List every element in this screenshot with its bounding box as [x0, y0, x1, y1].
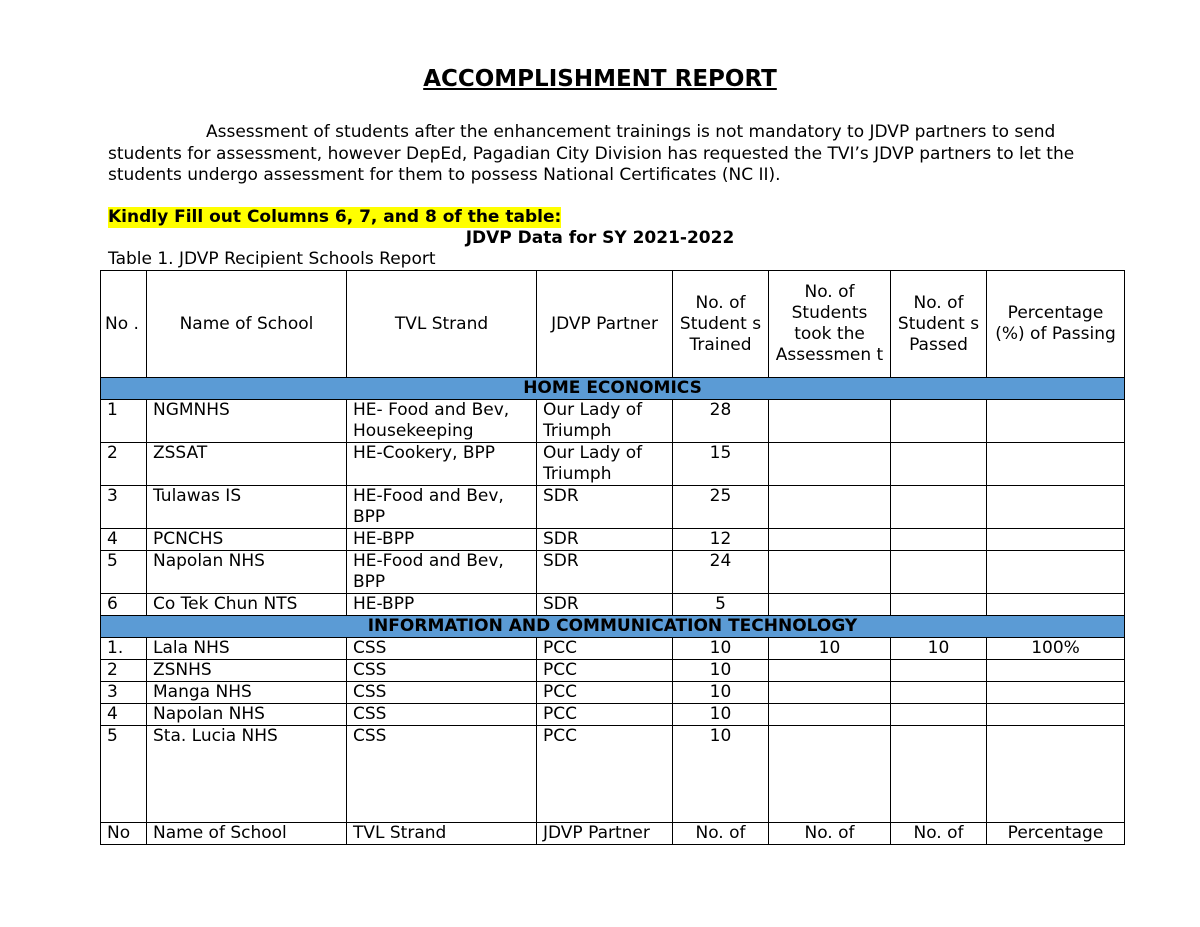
- header-strand: TVL Strand: [347, 271, 537, 378]
- cell-no: 6: [101, 594, 147, 616]
- table-row: [101, 529, 1125, 551]
- intro-paragraph: [108, 122, 1098, 187]
- table-row: [101, 638, 1125, 660]
- cell-trained: 28: [673, 400, 769, 443]
- header-percentage: Percentage (%) of Passing: [987, 271, 1125, 378]
- cell-strand: HE-Food and Bev, BPP: [347, 486, 537, 529]
- cell-no: 5: [101, 726, 147, 823]
- repeated-header-row: [101, 823, 1125, 845]
- cell-passed[interactable]: 10: [891, 638, 987, 660]
- cell-passed[interactable]: [891, 682, 987, 704]
- cell-school: Napolan NHS: [147, 704, 347, 726]
- cell-trained: 10: [673, 638, 769, 660]
- cell-passed[interactable]: [891, 529, 987, 551]
- cell-partner: PCC: [537, 660, 673, 682]
- cell-passed[interactable]: [891, 400, 987, 443]
- header-passed: No. of Student s Passed: [891, 271, 987, 378]
- footer-passed: No. of: [891, 823, 987, 845]
- cell-passed[interactable]: [891, 660, 987, 682]
- cell-trained: 5: [673, 594, 769, 616]
- cell-passed[interactable]: [891, 551, 987, 594]
- cell-no: 1: [101, 400, 147, 443]
- table-row: [101, 400, 1125, 443]
- cell-partner: PCC: [537, 726, 673, 823]
- cell-took[interactable]: [769, 551, 891, 594]
- section-row-ict: [101, 616, 1125, 638]
- cell-strand: HE-BPP: [347, 529, 537, 551]
- table-row: [101, 551, 1125, 594]
- cell-percentage[interactable]: 100%: [987, 638, 1125, 660]
- cell-partner: PCC: [537, 704, 673, 726]
- cell-partner: PCC: [537, 682, 673, 704]
- cell-took[interactable]: 10: [769, 638, 891, 660]
- cell-no: 5: [101, 551, 147, 594]
- intro-text: Assessment of students after the enhancement trainings is not mandatory to JDVP partners to send students for assessment, however DepEd, Pagadian City Division has requested the TVI’s JDVP partners to let the students undergo assessment for them to possess National Certificates (NC II).: [108, 122, 1075, 185]
- cell-percentage[interactable]: [987, 726, 1125, 823]
- cell-school: PCNCHS: [147, 529, 347, 551]
- cell-no: 3: [101, 682, 147, 704]
- cell-trained: 12: [673, 529, 769, 551]
- cell-partner: Our Lady of Triumph: [537, 443, 673, 486]
- table-row: [101, 486, 1125, 529]
- cell-trained: 25: [673, 486, 769, 529]
- cell-passed[interactable]: [891, 443, 987, 486]
- cell-trained: 10: [673, 704, 769, 726]
- footer-no: No: [101, 823, 147, 845]
- cell-school: NGMNHS: [147, 400, 347, 443]
- cell-no: 1.: [101, 638, 147, 660]
- cell-no: 3: [101, 486, 147, 529]
- cell-partner: SDR: [537, 486, 673, 529]
- cell-strand: HE-Cookery, BPP: [347, 443, 537, 486]
- table-caption: JDVP Data for SY 2021-2022: [465, 228, 735, 248]
- cell-took[interactable]: [769, 443, 891, 486]
- cell-percentage[interactable]: [987, 551, 1125, 594]
- cell-strand: CSS: [347, 638, 537, 660]
- cell-passed[interactable]: [891, 486, 987, 529]
- footer-strand: TVL Strand: [347, 823, 537, 845]
- footer-trained: No. of: [673, 823, 769, 845]
- footer-took: No. of: [769, 823, 891, 845]
- header-row: [101, 271, 1125, 378]
- cell-strand: CSS: [347, 660, 537, 682]
- table-row: [101, 443, 1125, 486]
- table-row: [101, 660, 1125, 682]
- cell-passed[interactable]: [891, 726, 987, 823]
- cell-partner: SDR: [537, 529, 673, 551]
- cell-percentage[interactable]: [987, 529, 1125, 551]
- cell-no: 2: [101, 443, 147, 486]
- report-title: ACCOMPLISHMENT REPORT: [423, 66, 777, 92]
- table-row: [101, 594, 1125, 616]
- cell-partner: SDR: [537, 594, 673, 616]
- section-title: HOME ECONOMICS: [101, 378, 1125, 400]
- cell-percentage[interactable]: [987, 443, 1125, 486]
- cell-trained: 24: [673, 551, 769, 594]
- cell-school: Sta. Lucia NHS: [147, 726, 347, 823]
- cell-took[interactable]: [769, 660, 891, 682]
- header-no: No .: [101, 271, 147, 378]
- table-row: [101, 726, 1125, 823]
- instruction-highlight: Kindly Fill out Columns 6, 7, and 8 of the table:: [108, 207, 562, 227]
- cell-took[interactable]: [769, 704, 891, 726]
- cell-took[interactable]: [769, 682, 891, 704]
- cell-school: Co Tek Chun NTS: [147, 594, 347, 616]
- table-row: [101, 682, 1125, 704]
- cell-school: Napolan NHS: [147, 551, 347, 594]
- header-partner: JDVP Partner: [537, 271, 673, 378]
- footer-school: Name of School: [147, 823, 347, 845]
- cell-strand: CSS: [347, 704, 537, 726]
- header-took: No. of Students took the Assessmen t: [769, 271, 891, 378]
- cell-school: Lala NHS: [147, 638, 347, 660]
- cell-no: 4: [101, 704, 147, 726]
- cell-partner: PCC: [537, 638, 673, 660]
- cell-strand: HE-Food and Bev, BPP: [347, 551, 537, 594]
- cell-percentage[interactable]: [987, 660, 1125, 682]
- header-school: Name of School: [147, 271, 347, 378]
- cell-percentage[interactable]: [987, 594, 1125, 616]
- table-label: Table 1. JDVP Recipient Schools Report: [108, 249, 436, 269]
- cell-strand: CSS: [347, 682, 537, 704]
- cell-took[interactable]: [769, 726, 891, 823]
- cell-strand: CSS: [347, 726, 537, 823]
- footer-percentage: Percentage: [987, 823, 1125, 845]
- cell-percentage[interactable]: [987, 704, 1125, 726]
- cell-no: 2: [101, 660, 147, 682]
- cell-school: Manga NHS: [147, 682, 347, 704]
- section-title: INFORMATION AND COMMUNICATION TECHNOLOGY: [101, 616, 1125, 638]
- cell-took[interactable]: [769, 486, 891, 529]
- cell-trained: 10: [673, 726, 769, 823]
- cell-no: 4: [101, 529, 147, 551]
- cell-passed[interactable]: [891, 594, 987, 616]
- section-row-home-economics: [101, 378, 1125, 400]
- cell-partner: SDR: [537, 551, 673, 594]
- cell-school: ZSNHS: [147, 660, 347, 682]
- cell-partner: Our Lady of Triumph: [537, 400, 673, 443]
- cell-strand: HE- Food and Bev, Housekeeping: [347, 400, 537, 443]
- cell-took[interactable]: [769, 594, 891, 616]
- cell-passed[interactable]: [891, 704, 987, 726]
- cell-percentage[interactable]: [987, 486, 1125, 529]
- cell-trained: 10: [673, 682, 769, 704]
- jdvp-table: [100, 270, 1125, 845]
- cell-school: ZSSAT: [147, 443, 347, 486]
- cell-trained: 10: [673, 660, 769, 682]
- cell-trained: 15: [673, 443, 769, 486]
- header-trained: No. of Student s Trained: [673, 271, 769, 378]
- cell-percentage[interactable]: [987, 400, 1125, 443]
- cell-strand: HE-BPP: [347, 594, 537, 616]
- footer-partner: JDVP Partner: [537, 823, 673, 845]
- table-row: [101, 704, 1125, 726]
- cell-took[interactable]: [769, 529, 891, 551]
- cell-school: Tulawas IS: [147, 486, 347, 529]
- cell-percentage[interactable]: [987, 682, 1125, 704]
- cell-took[interactable]: [769, 400, 891, 443]
